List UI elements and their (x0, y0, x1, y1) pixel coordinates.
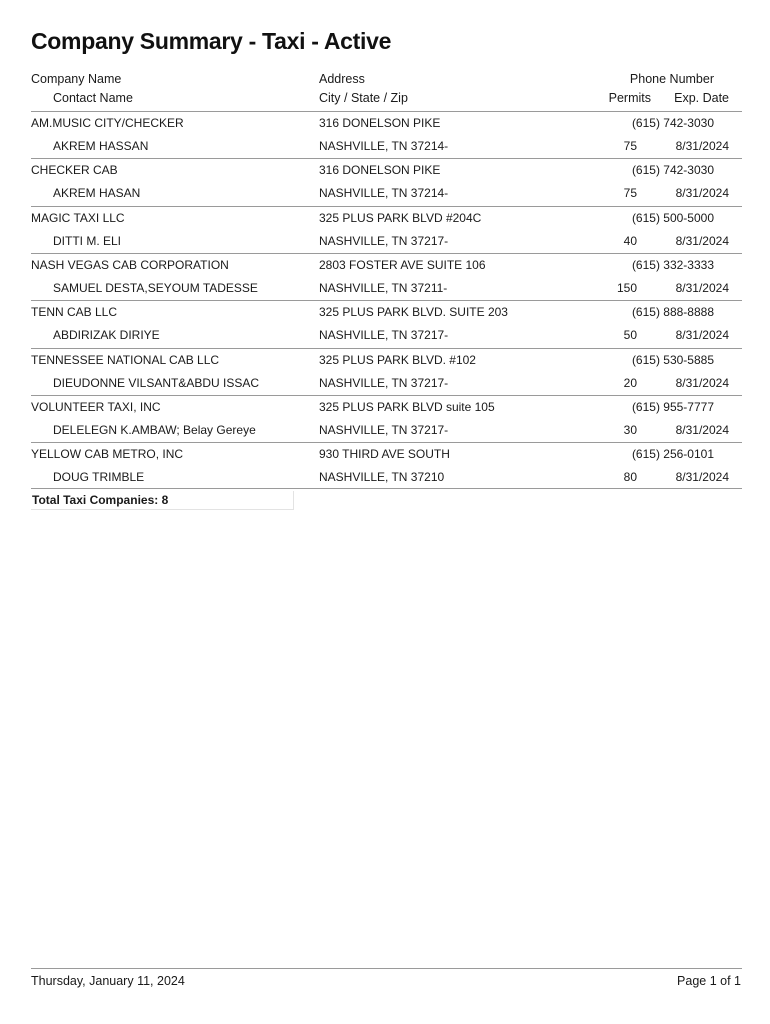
footer-divider (31, 968, 742, 969)
expiration-date: 8/31/2024 (675, 328, 729, 343)
company-address: 2803 FOSTER AVE SUITE 106 (319, 257, 486, 272)
company-city-state-zip: NASHVILLE, TN 37210 (319, 470, 445, 485)
expiration-date: 8/31/2024 (675, 280, 729, 295)
company-phone: (615) 955-7777 (631, 399, 714, 414)
company-phone: (615) 742-3030 (631, 163, 714, 178)
contact-name: DIEUDONNE VILSANT&ABDU ISSAC (53, 375, 260, 390)
row-divider (31, 158, 742, 159)
header-contact-name: Contact Name (53, 91, 133, 105)
company-phone: (615) 888-8888 (631, 305, 714, 320)
company-address: 930 THIRD AVE SOUTH (319, 447, 450, 462)
row-divider (31, 488, 742, 489)
company-name: TENNESSEE NATIONAL CAB LLC (31, 352, 220, 367)
permit-count: 75 (623, 186, 637, 201)
row-divider (31, 395, 742, 396)
expiration-date: 8/31/2024 (675, 186, 729, 201)
header-permits: Permits (608, 91, 651, 105)
contact-name: AKREM HASAN (53, 186, 141, 201)
permit-count: 40 (623, 233, 637, 248)
expiration-date: 8/31/2024 (675, 139, 729, 153)
permit-count: 80 (623, 470, 637, 485)
permit-count: 75 (623, 139, 637, 153)
company-city-state-zip: NASHVILLE, TN 37217- (319, 328, 449, 343)
company-address: 325 PLUS PARK BLVD suite 105 (319, 399, 495, 414)
footer-page-number: Page 1 of 1 (677, 974, 741, 988)
footer-date: Thursday, January 11, 2024 (31, 974, 185, 988)
company-city-state-zip: NASHVILLE, TN 37214- (319, 139, 449, 153)
contact-name: AKREM HASSAN (53, 139, 149, 153)
company-phone: (615) 332-3333 (631, 257, 714, 272)
permit-count: 150 (616, 280, 637, 295)
company-name: VOLUNTEER TAXI, INC (31, 399, 161, 414)
company-name: NASH VEGAS CAB CORPORATION (31, 257, 229, 272)
expiration-date: 8/31/2024 (675, 470, 729, 485)
company-name: CHECKER CAB (31, 163, 118, 178)
report-title: Company Summary - Taxi - Active (31, 28, 392, 54)
company-address: 316 DONELSON PIKE (319, 163, 441, 178)
company-city-state-zip: NASHVILLE, TN 37217- (319, 375, 449, 390)
header-address: Address (319, 72, 365, 86)
total-companies: Total Taxi Companies: 8 (31, 491, 294, 510)
row-divider (31, 348, 742, 349)
contact-name: ABDIRIZAK DIRIYE (53, 328, 160, 343)
expiration-date: 8/31/2024 (675, 375, 729, 390)
company-phone: (615) 530-5885 (631, 352, 714, 367)
company-city-state-zip: NASHVILLE, TN 37217- (319, 422, 449, 437)
company-phone: (615) 742-3030 (631, 116, 714, 130)
row-divider (31, 111, 742, 112)
company-name: TENN CAB LLC (31, 305, 118, 320)
header-phone-number: Phone Number (629, 72, 714, 86)
company-name: MAGIC TAXI LLC (31, 210, 125, 225)
row-divider (31, 300, 742, 301)
contact-name: DITTI M. ELI (53, 233, 122, 248)
company-address: 325 PLUS PARK BLVD. SUITE 203 (319, 305, 508, 320)
expiration-date: 8/31/2024 (675, 422, 729, 437)
expiration-date: 8/31/2024 (675, 233, 729, 248)
company-address: 325 PLUS PARK BLVD. #102 (319, 352, 476, 367)
company-city-state-zip: NASHVILLE, TN 37211- (319, 280, 448, 295)
contact-name: DELELEGN K.AMBAW; Belay Gereye (53, 422, 256, 437)
row-divider (31, 442, 742, 443)
permit-count: 30 (623, 422, 637, 437)
company-phone: (615) 500-5000 (631, 210, 714, 225)
company-address: 325 PLUS PARK BLVD #204C (319, 210, 482, 225)
permit-count: 50 (623, 328, 637, 343)
permit-count: 20 (623, 375, 637, 390)
company-name: YELLOW CAB METRO, INC (31, 447, 184, 462)
header-company-name: Company Name (31, 72, 122, 86)
header-city-state-zip: City / State / Zip (319, 91, 408, 105)
contact-name: DOUG TRIMBLE (53, 470, 145, 485)
company-city-state-zip: NASHVILLE, TN 37217- (319, 233, 449, 248)
company-city-state-zip: NASHVILLE, TN 37214- (319, 186, 449, 201)
header-exp-date: Exp. Date (674, 91, 729, 105)
row-divider (31, 206, 742, 207)
company-phone: (615) 256-0101 (631, 447, 714, 462)
row-divider (31, 253, 742, 254)
company-address: 316 DONELSON PIKE (319, 116, 441, 130)
company-name: AM.MUSIC CITY/CHECKER (31, 116, 184, 130)
contact-name: SAMUEL DESTA,SEYOUM TADESSE (53, 280, 258, 295)
